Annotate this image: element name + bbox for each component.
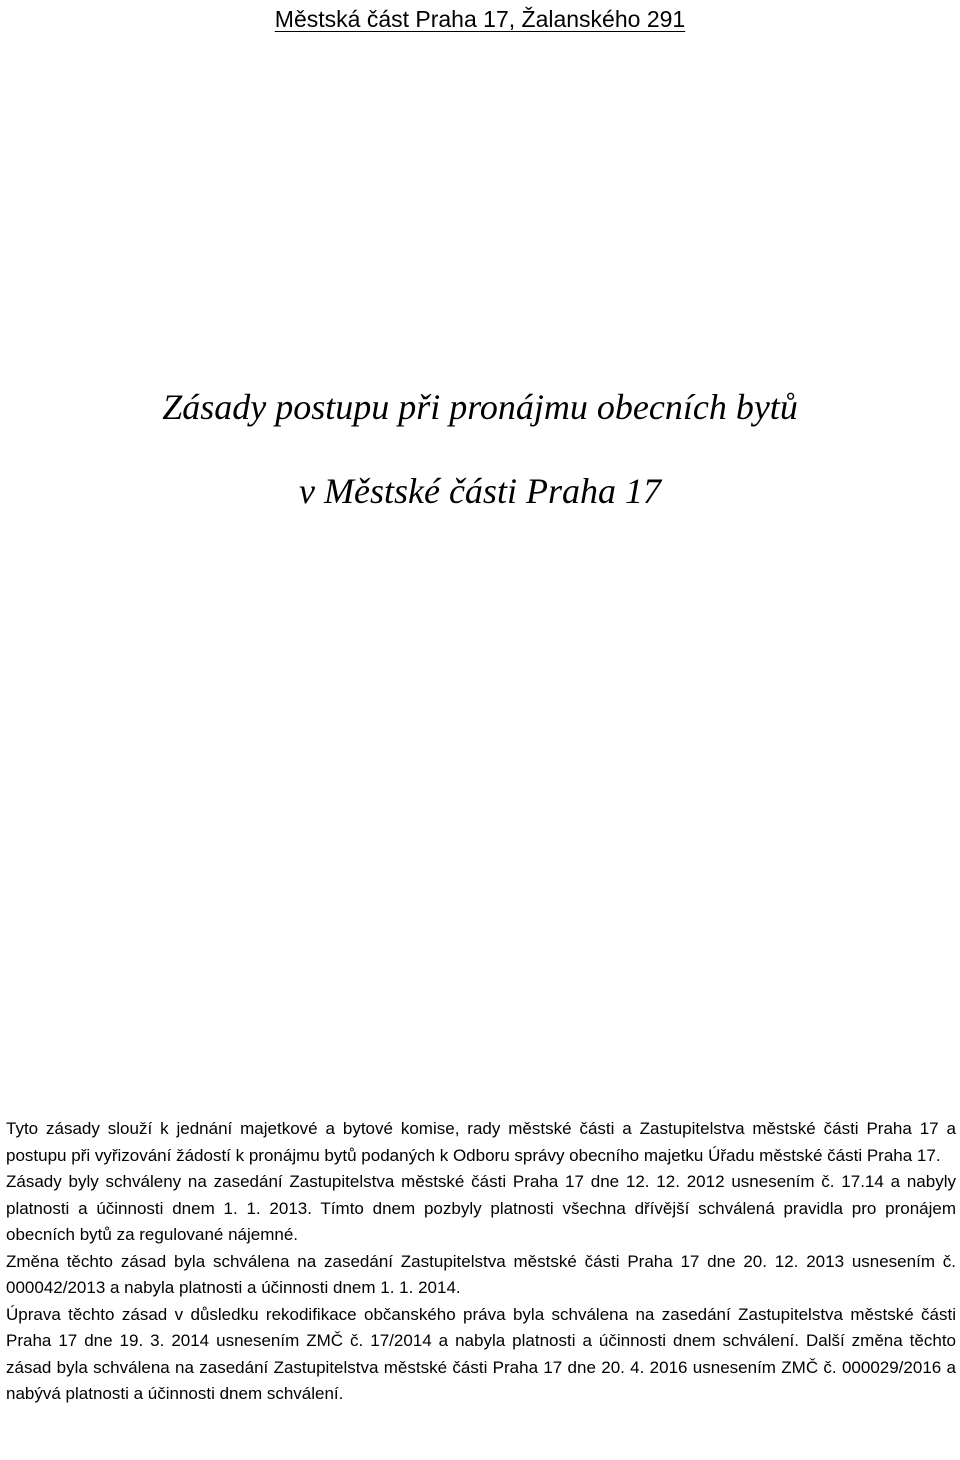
document-body — [6, 1116, 956, 1408]
document-title-line-1: Zásady postupu při pronájmu obecních bytů — [162, 387, 798, 427]
paragraph-approval-2012: Zásady byly schváleny na zasedání Zastupitelstva městské části Praha 17 dne 12. 12. 2012 usnesením č. 17.14 a nabyly platnosti a účinnosti dnem 1. 1. 2013. Tímto dnem pozbyly platnosti všechna dřívější schválená pravidla pro pronájem obecních bytů za regulované nájemné. — [6, 1172, 956, 1244]
paragraph-purpose: Tyto zásady slouží k jednání majetkové a bytové komise, rady městské části a Zastupitelstva městské části Praha 17 a postupu při vyřizování žádostí k pronájmu bytů podaných k Odboru správy obecního majetku Úřadu městské části Praha 17. — [6, 1119, 956, 1165]
paragraph-change-2013: Změna těchto zásad byla schválena na zasedání Zastupitelstva městské části Praha 17 dne 20. 12. 2013 usnesením č. 000042/2013 a nabyla platnosti a účinnosti dnem 1. 1. 2014. — [6, 1251, 956, 1297]
page-header — [0, 4, 960, 34]
document-title-line-2: v Městské části Praha 17 — [299, 471, 661, 511]
paragraph-change-2014-2016: Úprava těchto zásad v důsledku rekodifikace občanského práva byla schválena na zasedání Zastupitelstva městské části Praha 17 dne 19. 3. 2014 usnesením ZMČ č. 17/2014 a nabyla platnosti a účinnosti dnem schválení. Další změna těchto zásad byla schválena na zasedání Zastupitelstva městské části Praha 17 dne 20. 4. 2016 usnesením ZMČ č. 000029/2016 a nabývá platnosti a účinnosti dnem schválení. — [6, 1304, 956, 1403]
header-address: Městská část Praha 17, Žalanského 291 — [274, 6, 686, 32]
